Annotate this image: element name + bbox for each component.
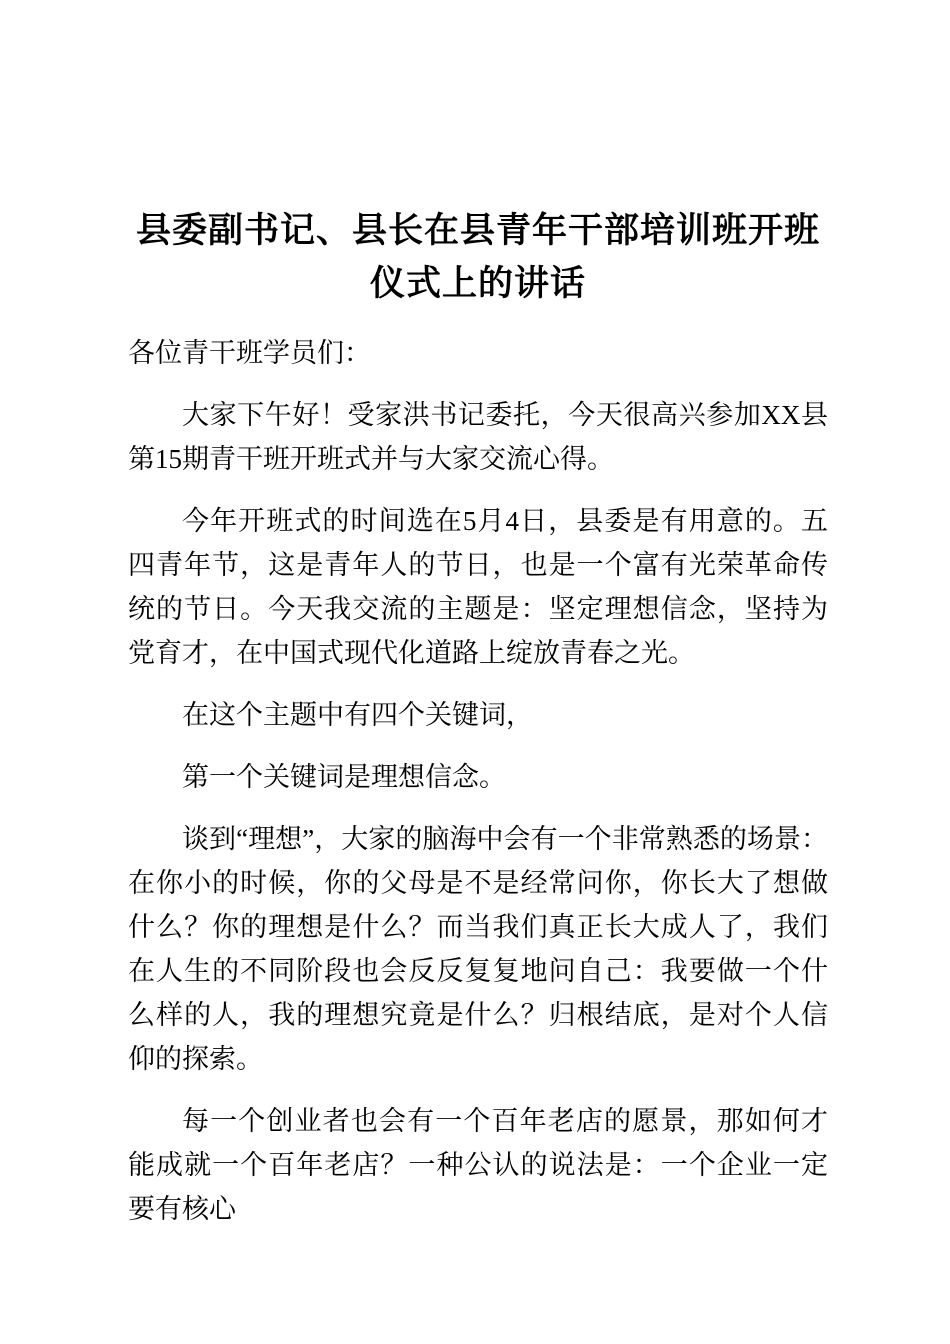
paragraph: 今年开班式的时间选在5月4日，县委是有用意的。五四青年节，这是青年人的节日，也是一个富有光荣革命传统的节日。今天我交流的主题是：坚定理想信念，坚持为党育才，在中国式现代化道路上绽放青春之光。 — [128, 506, 828, 668]
paragraph: 大家下午好！受家洪书记委托，今天很高兴参加XX县第15期青干班开班式并与大家交流心得。 — [128, 400, 828, 474]
paragraph: 第一个关键词是理想信念。 — [182, 762, 506, 792]
paragraph: 在这个主题中有四个关键词， — [182, 700, 533, 730]
document-title: 县委副书记、县长在县青年干部培训班开班仪式上的讲话 — [135, 211, 820, 303]
paragraph: 谈到“理想”，大家的脑海中会有一个非常熟悉的场景：在你小的时候，你的父母是不是经常问你，你长大了想做什么？你的理想是什么？而当我们真正长大成人了，我们在人生的不同阶段也会反反复复地问自己：我要做一个什么样的人，我的理想究竟是什么？归根结底，是对个人信仰的探索。 — [128, 824, 828, 1074]
paragraph-truncated: 每一个创业者也会有一个百年老店的愿景，那如何才能成就一个百年老店？一种公认的说法是：一个企业一定要有核心 — [128, 1106, 828, 1224]
paragraph-greeting: 各位青干班学员们： — [128, 338, 371, 368]
